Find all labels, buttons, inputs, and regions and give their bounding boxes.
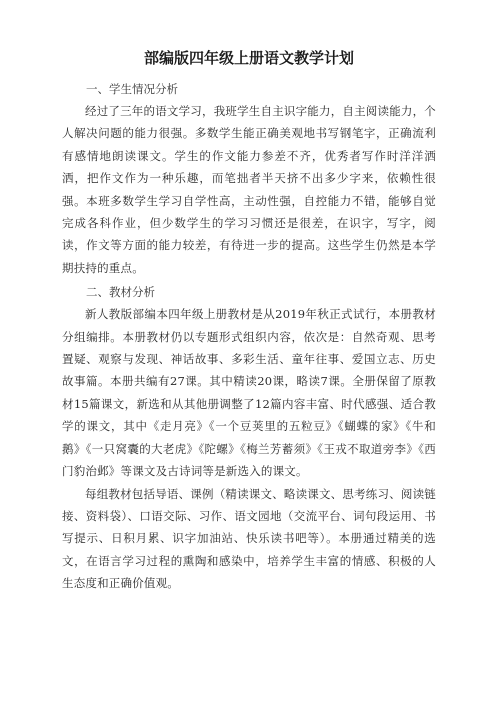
document-title: 部编版四年级上册语文教学计划 <box>143 49 354 67</box>
section-student-analysis <box>62 78 436 279</box>
section-heading: 一、学生情况分析 <box>86 82 178 96</box>
paragraph: 每组教材包括导语、课例（精读课文、略读课文、思考练习、阅读链接、资料袋）、口语交际、习作、语文园地（交流平台、词句段运用、书写提示、日积月累、识字加油站、快乐读书吧等）。本册通过精美的选文，在语言学习过程的熏陶和感染中，培养学生丰富的情感、积极的人生态度和正确价值观。 <box>62 486 436 591</box>
paragraph: 经过了三年的语文学习，我班学生自主识字能力，自主阅读能力，个人解决问题的能力很强。多数学生能正确美观地书写钢笔字，正确流利有感情地朗读课文。学生的作文能力参差不齐，优秀者写作时洋洋洒洒，把作文作为一种乐趣，而笔拙者半天挤不出多少字来，依赖性很强。本班多数学生学习自学性高，主动性强，自控能力不错，能够自觉完成各科作业，但少数学生的学习习惯还是很差，在识字，写字，阅读，作文等方面的能力较差，有待进一步的提高。这些学生仍然是本学期扶持的重点。 <box>62 104 436 275</box>
document-page <box>62 48 436 595</box>
paragraph: 新人教版部编本四年级上册教材是从2019年秋正式试行，本册教材分组编排。本册教材仍以专题形式组织内容，依次是：自然奇观、思考置疑、观察与发现、神话故事、多彩生活、童年往事、爱国立志、历史故事篇。本册共编有27课。其中精读20课，略读7课。全册保留了原教材15篇课文，新选和从其他册调整了12篇内容丰富、时代感强、适合教学的课文，其中《走月亮》《一个豆荚里的五粒豆》《蝴蝶的家》《牛和鹅》《一只窝囊的大老虎》《陀螺》《梅兰芳蓄须》《王戎不取道旁李》《西门豹治邺》等课文及古诗词等是新选入的课文。 <box>62 307 436 479</box>
section-heading: 二、教材分析 <box>86 285 155 300</box>
section-textbook-analysis <box>62 281 436 594</box>
